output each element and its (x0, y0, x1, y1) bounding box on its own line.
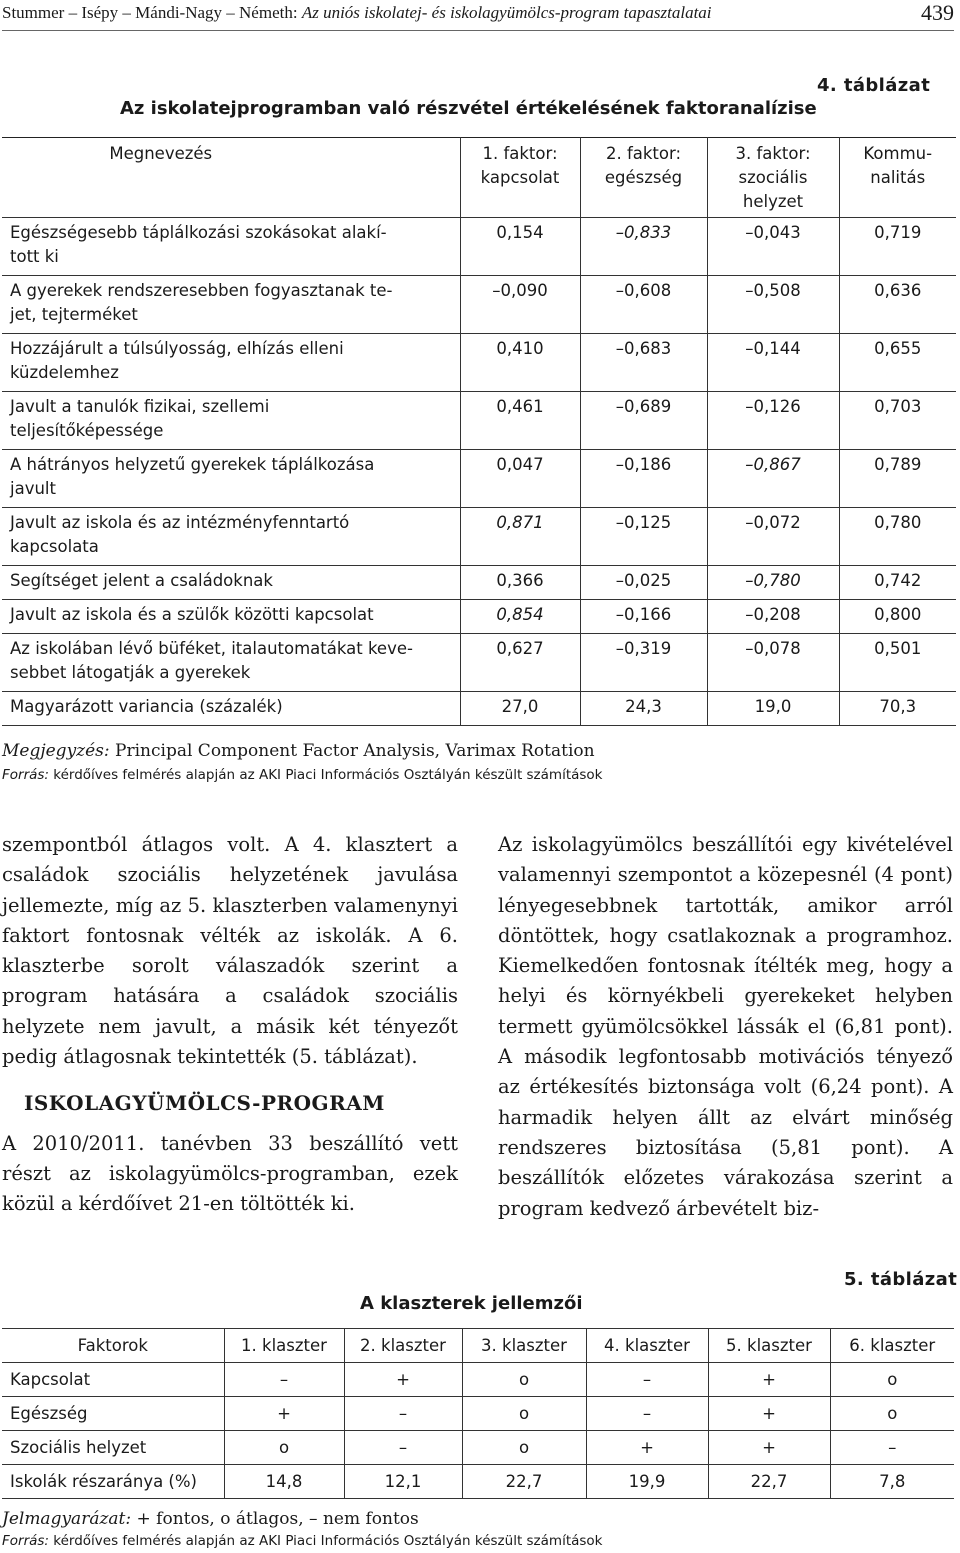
row-label: A gyerekek rendszeresebben fogyasztanak te- jet, tejterméket (2, 276, 460, 334)
cell: o (462, 1363, 586, 1397)
cell: –0,166 (580, 600, 707, 634)
table-row (2, 1431, 954, 1465)
cell: 70,3 (839, 692, 956, 726)
cell: 0,703 (839, 392, 956, 450)
row-label: Javult a tanulók fizikai, szellemi teljesítőképessége (2, 392, 460, 450)
cell: – (586, 1363, 708, 1397)
cell: –0,126 (707, 392, 839, 450)
cell: – (344, 1397, 462, 1431)
section-heading: ISKOLAGYÜMÖLCS-PROGRAM (24, 1091, 385, 1116)
body-paragraph: szempontból átlagos volt. A 4. klasztert a családok szociális helyzetének javulása jellemezte, míg az 5. klaszterben valamenynyi faktort fontosnak vélték az iskolák. A 6. klaszterbe sorolt válaszadók szerint a program hatására a családok szociális helyzete nem javult, a másik két tényezőt pedig átlagosnak tekintették (5. táblázat). (2, 833, 458, 1069)
cell: – (224, 1363, 344, 1397)
cell: + (224, 1397, 344, 1431)
cell: –0,125 (580, 508, 707, 566)
cell: –0,689 (580, 392, 707, 450)
table5-label: 5. táblázat (844, 1269, 958, 1290)
source-text: kérdőíves felmérés alapján az AKI Piaci Információs Osztályán készült számítások (48, 1533, 603, 1549)
source-label: Forrás: (2, 767, 49, 783)
cell: –0,078 (707, 634, 839, 692)
table-row (2, 566, 956, 600)
cell: 19,0 (707, 692, 839, 726)
col-header: 2. klaszter (344, 1329, 462, 1363)
cell: 14,8 (224, 1465, 344, 1499)
cell: –0,508 (707, 276, 839, 334)
cluster-table (2, 1328, 954, 1499)
col-header: Faktorok (2, 1329, 224, 1363)
cell: + (708, 1431, 830, 1465)
table-row (2, 1397, 954, 1431)
right-column (498, 830, 953, 1224)
col-header: 5. klaszter (708, 1329, 830, 1363)
cell: 22,7 (462, 1465, 586, 1499)
col-header: 3. faktor: szociális helyzet (707, 138, 839, 218)
note-text: Principal Component Factor Analysis, Varimax Rotation (109, 741, 595, 761)
col-header: 4. klaszter (586, 1329, 708, 1363)
cell: –0,144 (707, 334, 839, 392)
cell: 24,3 (580, 692, 707, 726)
table-row (2, 218, 956, 276)
cell: + (708, 1363, 830, 1397)
cell: –0,090 (460, 276, 580, 334)
cell: –0,780 (707, 566, 839, 600)
cell: –0,186 (580, 450, 707, 508)
cell: –0,043 (707, 218, 839, 276)
cell: – (586, 1397, 708, 1431)
cell: –0,319 (580, 634, 707, 692)
article-title: Az uniós iskolatej- és iskolagyümölcs-program tapasztalatai (301, 3, 712, 22)
cell: 0,719 (839, 218, 956, 276)
table4-label: 4. táblázat (817, 75, 931, 96)
cell: 7,8 (830, 1465, 954, 1499)
cell: 0,742 (839, 566, 956, 600)
table-row (2, 276, 956, 334)
col-header: 2. faktor: egészség (580, 138, 707, 218)
row-label: Egészségesebb táplálkozási szokásokat alakí- tott ki (2, 218, 460, 276)
table-row (2, 392, 956, 450)
cell: –0,072 (707, 508, 839, 566)
body-paragraph: Az iskolagyümölcs beszállítói egy kivételével valamennyi szempontot a közepesnél (4 pont) lényegesebbnek tartották, amikor arról döntöttek, hogy csatlakoznak a programhoz. Kiemelkedően fontosnak ítélték meg, hogy a helyi és környékbeli gyerekeket helyben termett gyümölcsökkel lássák el (6,81 pont). A második legfontosabb motivációs tényező az értékesítés biztonsága volt (6,24 pont). A harmadik helyen állt az elvárt minőség rendszeres biztosítása (5,81 pont). A beszállítók előzetes várakozása szerint a program kedvező árbevételt biz- (498, 833, 953, 1220)
page-number: 439 (921, 0, 954, 25)
col-header: 6. klaszter (830, 1329, 954, 1363)
table4-note (2, 741, 595, 761)
variance-row (2, 692, 956, 726)
cell: o (224, 1431, 344, 1465)
cell: + (586, 1431, 708, 1465)
table-row (2, 1465, 954, 1499)
row-label: Javult az iskola és a szülők közötti kapcsolat (2, 600, 460, 634)
table4-source (2, 767, 603, 783)
col-header: Kommu- nalitás (839, 138, 956, 218)
source-label: Forrás: (2, 1533, 49, 1549)
factor-analysis-table (2, 137, 956, 726)
row-label: Hozzájárult a túlsúlyosság, elhízás elleni küzdelemhez (2, 334, 460, 392)
cell: 12,1 (344, 1465, 462, 1499)
cell: 22,7 (708, 1465, 830, 1499)
cell: o (462, 1431, 586, 1465)
cell: o (462, 1397, 586, 1431)
row-label: A hátrányos helyzetű gyerekek táplálkozása javult (2, 450, 460, 508)
table-row (2, 334, 956, 392)
table4-title: Az iskolatejprogramban való részvétel értékelésének faktoranalízise (120, 98, 817, 119)
row-label: Kapcsolat (2, 1363, 224, 1397)
legend-label: Jelmagyarázat: (2, 1509, 132, 1529)
cell: 0,655 (839, 334, 956, 392)
cell: 0,501 (839, 634, 956, 692)
table5-title: A klaszterek jellemzői (360, 1293, 583, 1314)
running-head-authors (2, 3, 712, 23)
cell: 0,800 (839, 600, 956, 634)
cell: 0,854 (460, 600, 580, 634)
cell: o (830, 1397, 954, 1431)
cell: o (830, 1363, 954, 1397)
legend-text: + fontos, o átlagos, – nem fontos (131, 1509, 419, 1529)
cell: 0,366 (460, 566, 580, 600)
source-text: kérdőíves felmérés alapján az AKI Piaci Információs Osztályán készült számítások (48, 767, 603, 783)
table-row (2, 600, 956, 634)
cell: + (344, 1363, 462, 1397)
cell: 0,871 (460, 508, 580, 566)
table-row (2, 634, 956, 692)
col-header: 1. klaszter (224, 1329, 344, 1363)
cell: –0,208 (707, 600, 839, 634)
cell: –0,833 (580, 218, 707, 276)
row-label: Szociális helyzet (2, 1431, 224, 1465)
cell: 0,461 (460, 392, 580, 450)
table-row (2, 450, 956, 508)
cell: 0,047 (460, 450, 580, 508)
row-label: Javult az iskola és az intézményfenntartó kapcsolata (2, 508, 460, 566)
row-label: Az iskolában lévő büféket, italautomatákat keve- sebbet látogatják a gyerekek (2, 634, 460, 692)
cell: –0,867 (707, 450, 839, 508)
cell: + (708, 1397, 830, 1431)
table5-legend (2, 1509, 419, 1529)
table-row (2, 508, 956, 566)
cell: – (830, 1431, 954, 1465)
left-column (2, 830, 458, 1220)
col-header: 3. klaszter (462, 1329, 586, 1363)
cell: –0,683 (580, 334, 707, 392)
cell: 0,627 (460, 634, 580, 692)
cell: – (344, 1431, 462, 1465)
body-paragraph: A 2010/2011. tanévben 33 beszállító vett részt az iskolagyümölcs-programban, ezek közül a kérdőívet 21-en töltötték ki. (2, 1131, 458, 1216)
cell: 0,789 (839, 450, 956, 508)
row-label: Segítséget jelent a családoknak (2, 566, 460, 600)
col-header: Megnevezés (2, 138, 460, 218)
note-label: Megjegyzés: (2, 741, 110, 761)
row-label: Iskolák részaránya (%) (2, 1465, 224, 1499)
row-label: Magyarázott variancia (százalék) (2, 692, 460, 726)
row-label: Egészség (2, 1397, 224, 1431)
running-head (2, 2, 954, 31)
cell: 0,636 (839, 276, 956, 334)
table-header-row (2, 138, 956, 218)
cell: –0,608 (580, 276, 707, 334)
cell: –0,025 (580, 566, 707, 600)
table5-source (2, 1533, 603, 1549)
cell: 27,0 (460, 692, 580, 726)
cell: 0,780 (839, 508, 956, 566)
table-header-row (2, 1329, 954, 1363)
cell: 19,9 (586, 1465, 708, 1499)
authors: Stummer – Isépy – Mándi-Nagy – Németh: (2, 3, 298, 22)
col-header: 1. faktor: kapcsolat (460, 138, 580, 218)
cell: 0,154 (460, 218, 580, 276)
cell: 0,410 (460, 334, 580, 392)
table-row (2, 1363, 954, 1397)
